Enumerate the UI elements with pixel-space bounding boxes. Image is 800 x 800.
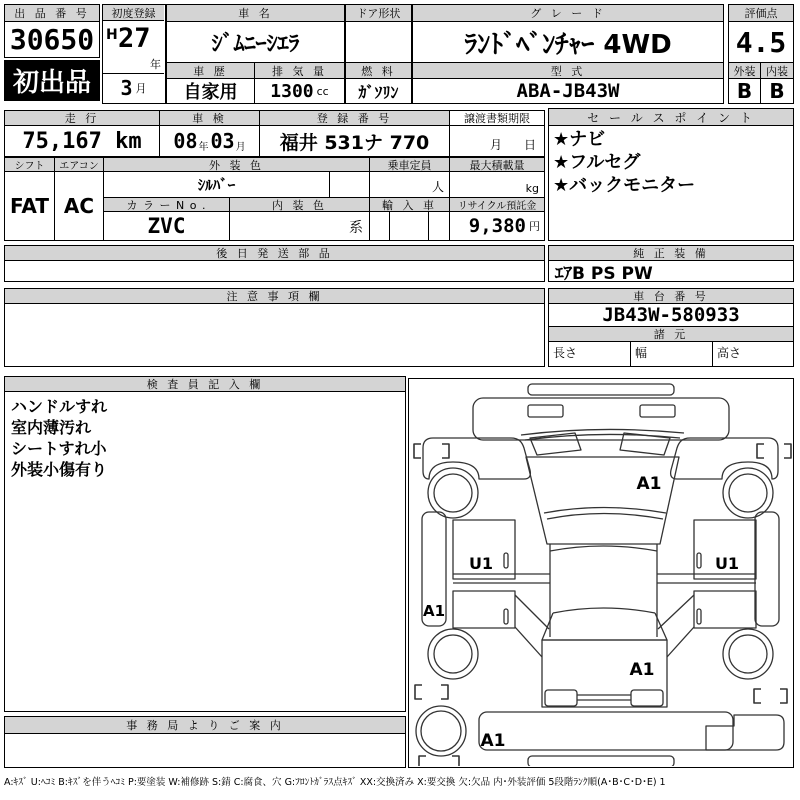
- inspection-month: 03: [210, 129, 235, 153]
- ship-later-body: [4, 260, 545, 282]
- door-shape-value: [345, 21, 412, 63]
- right-door-handle: [697, 553, 701, 568]
- windshield-lower-arc-2: [547, 514, 663, 520]
- spec-length-label: 長さ: [548, 341, 631, 367]
- first-registration-year: [103, 21, 164, 74]
- right-rear-handle: [697, 609, 701, 624]
- bracket-bl-close: [452, 756, 459, 766]
- right-taillight: [631, 690, 663, 706]
- aircon-label: エアコン: [54, 157, 104, 172]
- bracket-tl-close: [442, 444, 449, 458]
- spare-tire: [416, 706, 466, 756]
- displacement-unit: cc: [316, 84, 329, 98]
- left-fold-line: [515, 595, 549, 629]
- front-bumper-strip: [528, 384, 674, 395]
- registration-value: 福井 531ナ 770: [259, 125, 450, 157]
- front-panel: [473, 398, 729, 440]
- inspector-line: 外装小傷有り: [11, 460, 108, 479]
- displacement-number: 1300: [270, 80, 314, 102]
- left-rear-handle: [504, 609, 508, 624]
- era-mark: H: [106, 27, 118, 43]
- interior-color-value: 系: [229, 211, 370, 241]
- bracket-ml-close: [441, 685, 448, 699]
- fuel-value: ｶﾞｿﾘﾝ: [345, 78, 412, 104]
- right-rear-quarter: [694, 591, 756, 628]
- first-listing-badge: 初出品: [4, 60, 100, 101]
- inspection-month-unit: 月: [235, 141, 246, 153]
- fuel-label: 燃 料: [345, 62, 412, 79]
- import-subcell-3: [428, 211, 450, 241]
- genuine-equipment-body: ｴｱB PS PW: [548, 260, 794, 282]
- lot-number: 30650: [4, 21, 100, 58]
- right-headlight: [640, 405, 675, 417]
- bracket-tr-close: [784, 444, 791, 458]
- sales-points-title: セ ー ル ス ポ イ ン ト: [548, 108, 794, 126]
- damage-code-legend: A:ｷｽﾞ U:ﾍｺﾐ B:ｷｽﾞを伴うﾍｺﾐ P:要塗装 W:補修跡 S:錆 C:腐食、穴 G:ﾌﾛﾝﾄｶﾞﾗｽ点ｷｽﾞ XX:交換済み X:要交換 欠:欠品 内･外装評価 5段階ﾗﾝｸ順(A･B･C･D･E) 1: [4, 777, 666, 788]
- max-load-value: kg: [449, 171, 545, 198]
- bracket-tr-open: [757, 444, 764, 458]
- interior-color-label: 内 装 色: [229, 197, 370, 212]
- grade-label: グ レ ー ド: [412, 4, 724, 22]
- transfer-day-unit: 日: [523, 138, 536, 152]
- lot-number-label: 出 品 番 号: [4, 4, 100, 22]
- chassis-number: JB43W-580933: [548, 303, 794, 327]
- bracket-bl-open: [419, 756, 426, 766]
- rear-bumper: [479, 712, 733, 750]
- exterior-color-value: ｼﾙﾊﾞｰ: [103, 171, 330, 198]
- damage-mark-rear-bumper: A1: [480, 731, 506, 751]
- left-rear-wheel: [428, 629, 478, 679]
- model-label: 型 式: [412, 62, 724, 79]
- recycle-fee: 9,380: [468, 215, 526, 237]
- shift-value: FAT: [4, 171, 55, 241]
- right-front-wheel-rim: [729, 474, 767, 512]
- transfer-month-unit: 月: [489, 138, 502, 152]
- first-registration-cell: [102, 4, 166, 104]
- sales-point-item: ★ナビ: [553, 129, 606, 150]
- left-door-handle: [504, 553, 508, 568]
- model-code: ABA-JB43W: [412, 78, 724, 104]
- left-taillight: [545, 690, 577, 706]
- shift-label: シフト: [4, 157, 55, 172]
- cowl-line-2: [525, 434, 680, 440]
- sales-point-item: ★フルセグ: [553, 152, 641, 173]
- max-load-label: 最大積載量: [449, 157, 545, 172]
- capacity-label: 乗車定員: [369, 157, 450, 172]
- inspection-label: 車 検: [159, 110, 260, 126]
- right-rear-wheel-rim: [729, 635, 767, 673]
- inspector-body: [4, 391, 406, 712]
- damage-mark-left-rocker: A1: [422, 602, 446, 620]
- displacement-label: 排 気 量: [254, 62, 345, 79]
- bracket-mr-open: [754, 689, 761, 703]
- damage-mark-right-door: U1: [714, 554, 740, 573]
- year-unit: 年: [150, 58, 161, 71]
- exterior-grade-label: 外装: [728, 62, 761, 79]
- score-label: 評価点: [728, 4, 794, 22]
- capacity-value: 人: [369, 171, 450, 198]
- interior-grade-label: 内装: [760, 62, 794, 79]
- bracket-mr-close: [780, 689, 787, 703]
- car-outline-diagram: [409, 379, 792, 766]
- spare-tire-rim: [421, 711, 461, 751]
- left-headlight: [528, 405, 563, 417]
- bracket-ml-open: [415, 685, 422, 699]
- right-corner-panel: [706, 715, 784, 750]
- sales-point-item: ★バックモニター: [553, 175, 696, 196]
- exterior-color-label: 外 装 色: [103, 157, 370, 172]
- import-subcell-1: [369, 211, 390, 241]
- right-rear-wheel: [723, 629, 773, 679]
- exterior-color-subcell: [329, 171, 370, 198]
- damage-mark-windshield: A1: [636, 474, 662, 494]
- mileage-value: 75,167 km: [4, 125, 160, 157]
- inspector-line: シートすれ小: [11, 439, 107, 458]
- transfer-docs-label: 譲渡書類期限: [449, 110, 545, 126]
- right-fold-line: [658, 595, 694, 629]
- ship-later-title: 後 日 発 送 部 品: [4, 245, 545, 261]
- roof-front-arc: [550, 546, 657, 551]
- sales-points-body: [548, 125, 794, 241]
- rear-window-arc: [553, 608, 655, 613]
- car-name: ｼﾞﾑﾆｰｼｴﾗ: [166, 21, 345, 63]
- recycle-label: リサイクル預託金: [449, 197, 545, 212]
- exterior-grade: B: [728, 78, 761, 104]
- inspector-line: ハンドルすれ: [11, 397, 108, 416]
- reg-year: 27: [118, 23, 151, 54]
- recycle-unit: 円: [529, 220, 540, 233]
- month-unit: 月: [135, 82, 147, 95]
- recycle-fee-value: [449, 211, 545, 241]
- door-shape-label: ドア形状: [345, 4, 412, 22]
- windshield-lower-arc: [544, 508, 666, 514]
- right-rocker-strip: [755, 512, 779, 626]
- windshield: [526, 457, 679, 544]
- inspector-title: 検 査 員 記 入 欄: [4, 376, 406, 392]
- spec-title: 諸 元: [548, 326, 794, 342]
- right-front-wheel: [723, 468, 773, 518]
- left-fold-line-2: [515, 627, 542, 657]
- inspection-value: [159, 125, 260, 157]
- office-body: [4, 733, 406, 768]
- import-subcell-2: [389, 211, 429, 241]
- aircon-value: AC: [54, 171, 104, 241]
- history-label: 車 歴: [166, 62, 255, 79]
- inspection-year-unit: 年: [198, 141, 209, 153]
- mileage-label: 走 行: [4, 110, 160, 126]
- color-no-label: カ ラ ー N o .: [103, 197, 230, 212]
- left-front-wheel-rim: [434, 474, 472, 512]
- color-no-value: ZVC: [103, 211, 230, 241]
- first-registration-label: 初度登録: [103, 5, 164, 21]
- notes-body: [4, 303, 545, 367]
- first-registration-month: [103, 74, 164, 102]
- chassis-number-title: 車 台 番 号: [548, 288, 794, 304]
- bracket-tl-open: [414, 444, 421, 458]
- reg-month: 3: [120, 76, 133, 100]
- office-title: 事 務 局 よ り ご 案 内: [4, 716, 406, 734]
- import-label: 輸 入 車: [369, 197, 450, 212]
- history-value: 自家用: [166, 78, 255, 104]
- damage-diagram: [408, 378, 794, 768]
- score-value: 4.5: [728, 21, 794, 63]
- car-name-label: 車 名: [166, 4, 345, 22]
- spec-height-label: 高さ: [712, 341, 794, 367]
- damage-mark-left-door: U1: [468, 554, 494, 573]
- inspector-line: 室内薄汚れ: [11, 418, 92, 437]
- transfer-docs-value: [449, 125, 545, 157]
- rear-window: [542, 613, 667, 640]
- displacement-value: [254, 78, 345, 104]
- interior-grade: B: [760, 78, 794, 104]
- inspection-year: 08: [173, 129, 198, 153]
- rear-bumper-strip: [528, 756, 674, 766]
- registration-label: 登 録 番 号: [259, 110, 450, 126]
- grade-value: ﾗﾝﾄﾞﾍﾞﾝﾁｬｰ 4WD: [412, 21, 724, 63]
- notes-title: 注 意 事 項 欄: [4, 288, 545, 304]
- damage-mark-rear-gate: A1: [629, 660, 655, 680]
- left-front-wheel: [428, 468, 478, 518]
- right-fold-line-2: [667, 627, 694, 657]
- spec-width-label: 幅: [630, 341, 713, 367]
- genuine-equipment-title: 純 正 装 備: [548, 245, 794, 261]
- left-rear-wheel-rim: [434, 635, 472, 673]
